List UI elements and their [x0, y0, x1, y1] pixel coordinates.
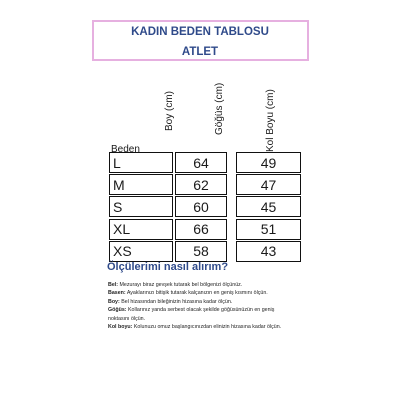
size-cell: M — [109, 174, 173, 195]
instruction-label: Bel: — [108, 282, 119, 288]
instruction-text: noktasını ölçün. — [108, 315, 146, 322]
row-header-beden: Beden — [111, 144, 140, 155]
gogus-cell: 47 — [236, 174, 301, 195]
instruction-text: Ayaklarınızı bitişik tutarak kalçanızın en geniş kısmını ölçün. — [125, 290, 268, 297]
instruction-line — [108, 315, 308, 323]
instruction-text: Kollarınız yanda serbest olacak şekilde göğüsünüzün en geniş — [126, 307, 275, 314]
instruction-line — [108, 289, 308, 297]
boy-cell: 66 — [175, 219, 227, 240]
gogus-cell: 51 — [236, 219, 301, 240]
instruction-text: Kolunuzu omuz başlangıcınızdan elinizin hizasına kadar ölçün. — [132, 324, 282, 331]
size-cell: S — [109, 196, 173, 217]
page-title: KADIN BEDEN TABLOSU — [131, 26, 269, 38]
size-cell: XS — [109, 241, 173, 262]
gogus-cell: 43 — [236, 241, 301, 262]
instruction-line — [108, 298, 308, 306]
instruction-line — [108, 281, 308, 289]
column-header-boy: Boy (cm) — [164, 91, 175, 131]
boy-cell: 60 — [175, 196, 227, 217]
instruction-line — [108, 306, 308, 314]
column-header-kol-boyu: Kol Boyu (cm) — [265, 89, 276, 152]
instruction-label: Basen: — [108, 290, 126, 297]
instruction-label: Boy: — [108, 298, 120, 305]
measurement-instructions — [108, 281, 308, 331]
instruction-label: Göğüs: — [108, 307, 127, 314]
gogus-cell: 45 — [236, 196, 301, 217]
instruction-label: Kol boyu: — [108, 324, 133, 331]
boy-cell: 64 — [175, 152, 227, 173]
instruction-text: Mezurayı biraz gevşek tutarak bel bölgenizi ölçünüz. — [118, 282, 243, 288]
boy-cell: 62 — [175, 174, 227, 195]
size-cell: XL — [109, 219, 173, 240]
instruction-text: Bel hizasından bileğinizin hizasına kadar ölçün. — [119, 298, 233, 305]
boy-cell: 58 — [175, 241, 227, 262]
column-header-gogus: Göğüs (cm) — [214, 82, 225, 135]
page-subtitle: ATLET — [181, 46, 219, 58]
gogus-cell: 49 — [236, 152, 301, 173]
size-cell: L — [109, 152, 173, 173]
guide-title: Ölçülerimi nasıl alırım? — [107, 261, 229, 273]
instruction-line — [108, 323, 308, 331]
